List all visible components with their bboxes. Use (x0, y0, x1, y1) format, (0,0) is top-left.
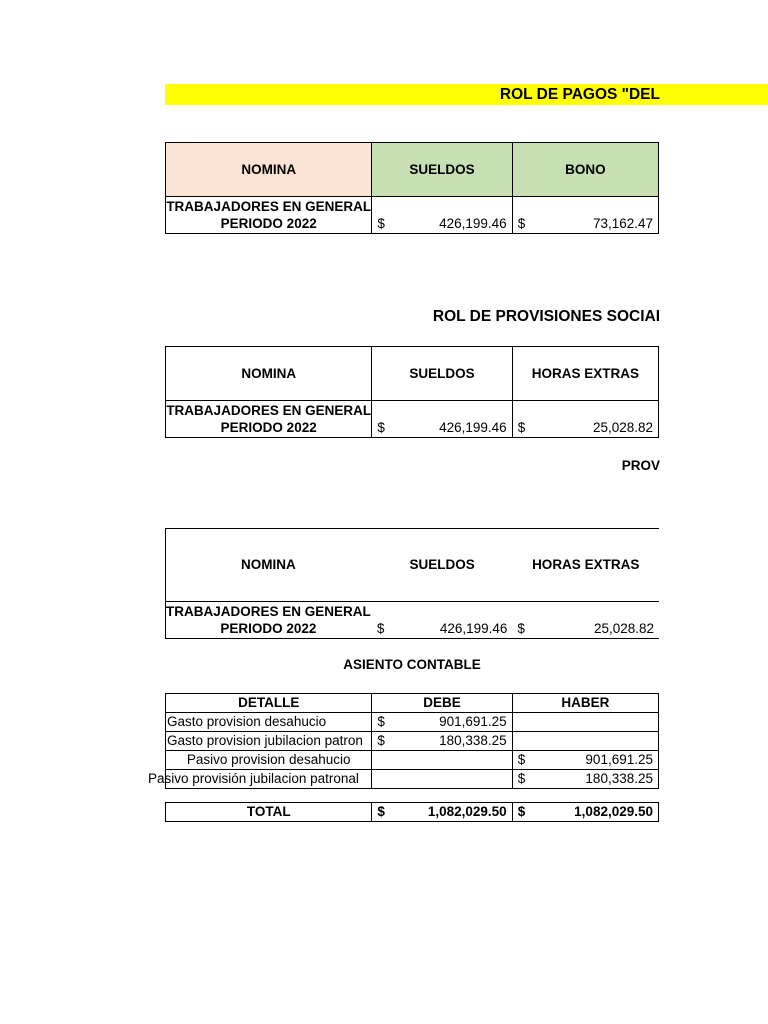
asiento-row (166, 770, 659, 789)
pagos-header-bono: BONO (512, 143, 658, 197)
provisiones2-header-nomina: NOMINA (241, 557, 296, 572)
currency-symbol: $ (377, 420, 385, 435)
currency-symbol: $ (517, 752, 526, 767)
provisiones2-horas-cell (512, 601, 659, 638)
asiento-table (148, 693, 659, 789)
currency-symbol: $ (517, 771, 526, 786)
asiento-haber-value: 901,691.25 (585, 752, 653, 767)
pagos-bono-cell (512, 197, 658, 234)
provisiones-header-horas-extras: HORAS EXTRAS (512, 347, 658, 401)
asiento-header-debe: DEBE (372, 694, 512, 713)
pagos-header-nomina: NOMINA (166, 143, 372, 197)
asiento-total-haber-cell (512, 803, 658, 822)
currency-symbol: $ (376, 621, 385, 636)
pagos-header-sueldos: SUELDOS (372, 143, 512, 197)
currency-symbol: $ (377, 804, 385, 819)
currency-symbol: $ (517, 420, 526, 435)
asiento-row (166, 751, 659, 770)
provisiones2-horas-value: 25,028.82 (593, 621, 654, 636)
asiento-row (166, 713, 659, 732)
asiento-total-debe: 1,082,029.50 (427, 804, 507, 819)
asiento-detalle: Gasto provision jubilacion patron (166, 732, 372, 751)
asiento-total-debe-cell (372, 803, 512, 822)
currency-symbol: $ (377, 216, 385, 231)
provisiones2-header-horas-extras: HORAS EXTRAS (532, 557, 640, 572)
asiento-row (166, 732, 659, 751)
provisiones2-sueldos-cell (372, 601, 513, 638)
asiento-detalle-cell (148, 770, 372, 789)
provisiones-table (165, 346, 659, 438)
provisiones-title: ROL DE PROVISIONES SOCIAI (432, 308, 660, 325)
asiento-header-haber: HABER (512, 694, 658, 713)
asiento-total-table (165, 802, 659, 822)
asiento-detalle: Pasivo provisión jubilacion patronal (148, 771, 359, 786)
asiento-debe-cell (372, 732, 512, 751)
asiento-debe-cell (372, 713, 512, 732)
asiento-detalle: Pasivo provision desahucio (166, 751, 372, 770)
asiento-debe-cell (372, 751, 512, 770)
asiento-header-detalle: DETALLE (166, 694, 372, 713)
asiento-haber-cell (512, 770, 658, 789)
asiento-debe-value: 901,691.25 (439, 714, 507, 729)
asiento-debe-cell (372, 770, 512, 789)
asiento-haber-value: 180,338.25 (585, 771, 653, 786)
provisiones2-header-sueldos: SUELDOS (409, 557, 475, 572)
page-title: ROL DE PAGOS "DEL (499, 86, 660, 103)
provisiones-header-nomina: NOMINA (166, 347, 372, 401)
provisiones2-table (165, 528, 659, 638)
provisiones2-row-label: TRABAJADORES EN GENERAL PERIODO 2022 (166, 603, 371, 636)
provisiones-horas-cell (512, 401, 658, 438)
asiento-haber-cell (512, 713, 658, 732)
provisiones2-sueldos-value: 426,199.46 (439, 621, 508, 636)
currency-symbol: $ (517, 621, 525, 636)
currency-symbol: $ (377, 733, 385, 748)
currency-symbol: $ (517, 216, 526, 231)
provisiones-sueldos-cell (372, 401, 512, 438)
pagos-bono-value: 73,162.47 (592, 216, 653, 231)
provisiones-header-sueldos: SUELDOS (372, 347, 512, 401)
provisiones-sueldos-value: 426,199.46 (439, 420, 507, 435)
provisiones-horas-value: 25,028.82 (592, 420, 653, 435)
prov-heading-fragment: PROV (621, 458, 660, 473)
asiento-total-haber: 1,082,029.50 (574, 804, 653, 819)
asiento-haber-cell (512, 732, 658, 751)
asiento-title: ASIENTO CONTABLE (343, 657, 481, 672)
currency-symbol: $ (517, 804, 526, 819)
pagos-row-label: TRABAJADORES EN GENERAL PERIODO 2022 (166, 197, 372, 234)
asiento-detalle: Gasto provision desahucio (166, 713, 372, 732)
asiento-haber-cell (512, 751, 658, 770)
currency-symbol: $ (377, 714, 385, 729)
pagos-table (165, 142, 659, 234)
pagos-sueldos-value: 426,199.46 (439, 216, 507, 231)
asiento-total-label: TOTAL (166, 803, 372, 822)
provisiones-row-label: TRABAJADORES EN GENERAL PERIODO 2022 (166, 401, 372, 438)
asiento-debe-value: 180,338.25 (439, 733, 507, 748)
pagos-sueldos-cell (372, 197, 512, 234)
